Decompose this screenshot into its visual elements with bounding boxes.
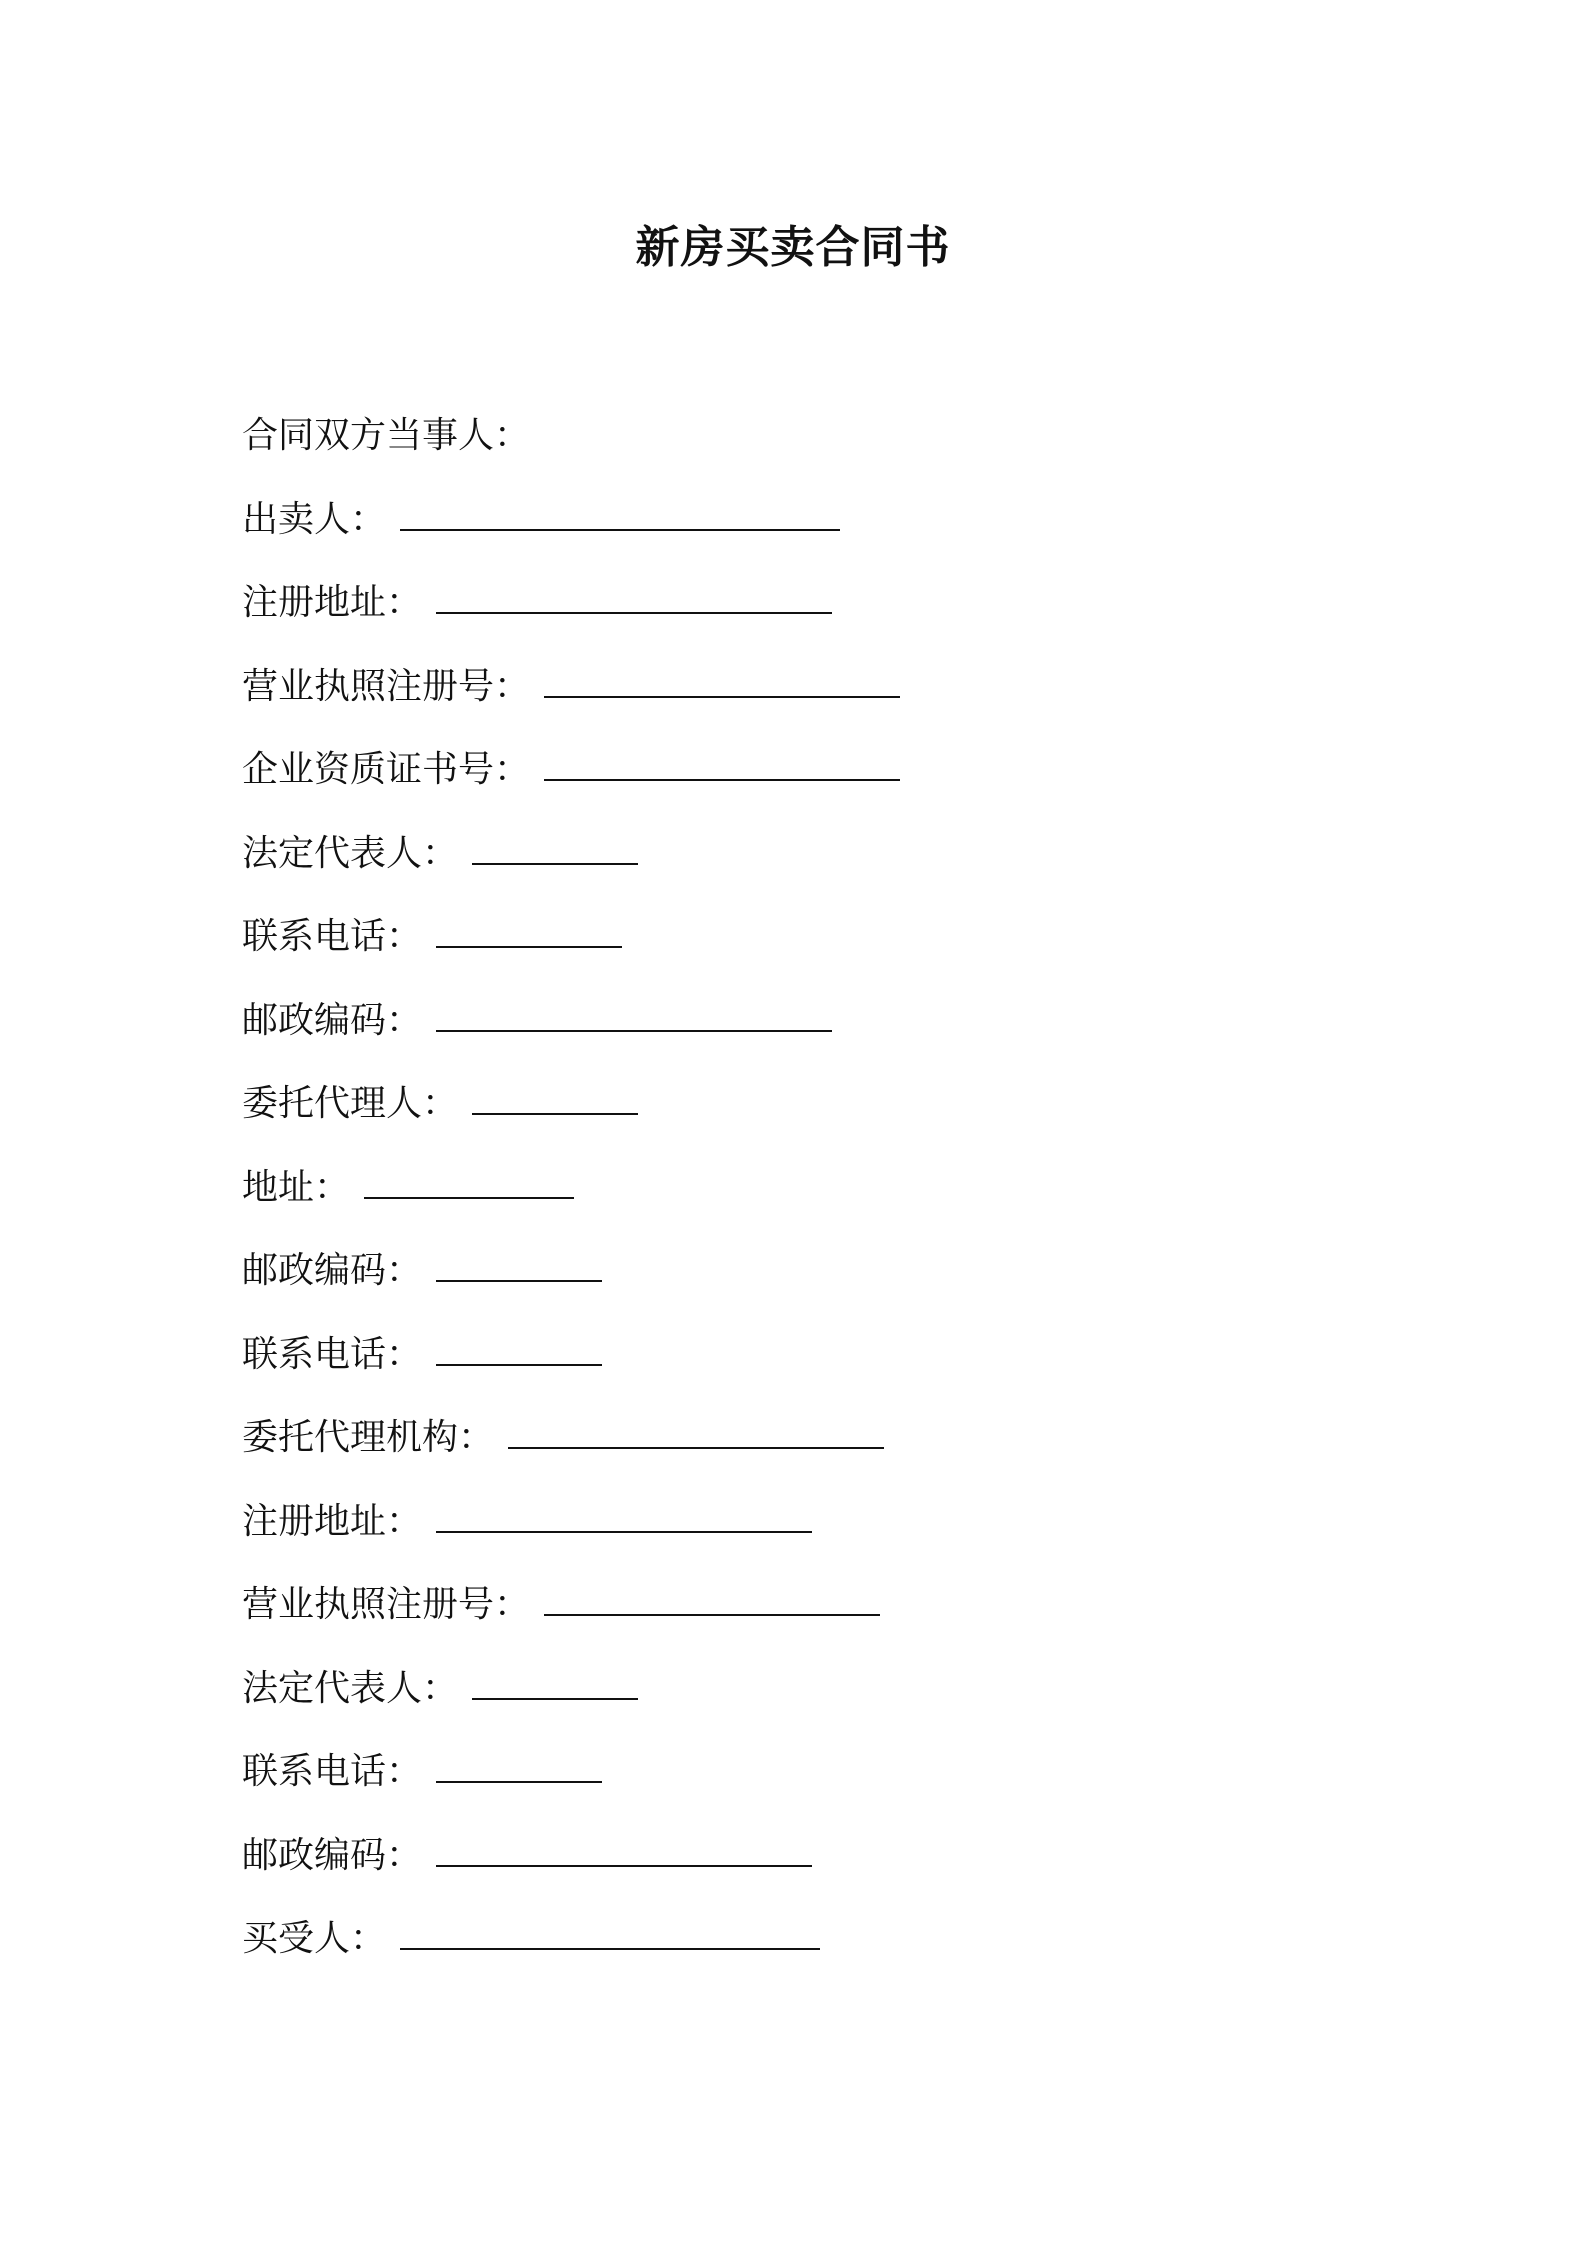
blank-line[interactable] bbox=[436, 1246, 602, 1282]
field-label: 营业执照注册号： bbox=[242, 665, 531, 707]
blank-line[interactable] bbox=[436, 578, 832, 614]
blank-line[interactable] bbox=[544, 1580, 880, 1616]
blank-line[interactable] bbox=[472, 1664, 638, 1700]
field-label: 法定代表人： bbox=[242, 1667, 459, 1709]
field-label: 委托代理人： bbox=[242, 1083, 459, 1124]
field-row-phone bbox=[242, 1742, 900, 1826]
field-row-seller bbox=[242, 490, 900, 574]
field-row-postal-code bbox=[242, 1241, 900, 1325]
field-row-postal-code bbox=[242, 1826, 900, 1910]
field-label: 联系电话： bbox=[242, 1333, 423, 1375]
field-row-authorized-agent bbox=[242, 1074, 900, 1158]
field-label: 邮政编码： bbox=[242, 999, 423, 1041]
field-row-agency bbox=[242, 1408, 900, 1492]
field-label: 合同双方当事人： bbox=[242, 415, 531, 456]
field-label: 法定代表人： bbox=[242, 832, 459, 874]
field-row-phone bbox=[242, 907, 900, 991]
field-row-business-license-number bbox=[242, 1575, 900, 1659]
blank-line[interactable] bbox=[436, 996, 832, 1032]
blank-line[interactable] bbox=[436, 912, 622, 948]
field-row-business-license-number bbox=[242, 657, 900, 741]
blank-line[interactable] bbox=[364, 1163, 574, 1199]
field-label: 注册地址： bbox=[242, 1500, 423, 1542]
field-label: 邮政编码： bbox=[242, 1250, 423, 1291]
blank-line[interactable] bbox=[400, 495, 840, 531]
field-row-address bbox=[242, 1158, 900, 1242]
field-label: 委托代理机构： bbox=[242, 1417, 495, 1458]
blank-line[interactable] bbox=[436, 1747, 602, 1783]
field-row-buyer bbox=[242, 1909, 900, 1993]
field-label: 出卖人： bbox=[242, 498, 387, 540]
field-row-postal-code bbox=[242, 991, 900, 1075]
field-label: 买受人： bbox=[242, 1918, 387, 1959]
blank-line[interactable] bbox=[544, 662, 900, 698]
blank-line[interactable] bbox=[472, 1079, 638, 1115]
blank-line[interactable] bbox=[436, 1330, 602, 1366]
field-label: 企业资质证书号： bbox=[242, 749, 531, 790]
field-label: 营业执照注册号： bbox=[242, 1584, 531, 1625]
blank-line[interactable] bbox=[508, 1413, 884, 1449]
field-row-parties-heading bbox=[242, 406, 900, 490]
field-row-qualification-certificate bbox=[242, 740, 900, 824]
field-label: 邮政编码： bbox=[242, 1834, 423, 1876]
blank-line[interactable] bbox=[544, 745, 900, 781]
party-field-list bbox=[242, 406, 900, 1993]
field-label: 联系电话： bbox=[242, 1751, 423, 1792]
field-row-registered-address bbox=[242, 573, 900, 657]
blank-line[interactable] bbox=[400, 1914, 820, 1950]
document-title: 新房买卖合同书 bbox=[635, 222, 951, 273]
field-label: 注册地址： bbox=[242, 582, 423, 623]
blank-line[interactable] bbox=[472, 829, 638, 865]
blank-line[interactable] bbox=[436, 1831, 812, 1867]
field-row-phone bbox=[242, 1325, 900, 1409]
field-label: 联系电话： bbox=[242, 916, 423, 957]
field-row-registered-address bbox=[242, 1492, 900, 1576]
field-row-legal-representative bbox=[242, 824, 900, 908]
field-label: 地址： bbox=[242, 1166, 351, 1208]
field-row-legal-representative bbox=[242, 1659, 900, 1743]
blank-line[interactable] bbox=[436, 1497, 812, 1533]
